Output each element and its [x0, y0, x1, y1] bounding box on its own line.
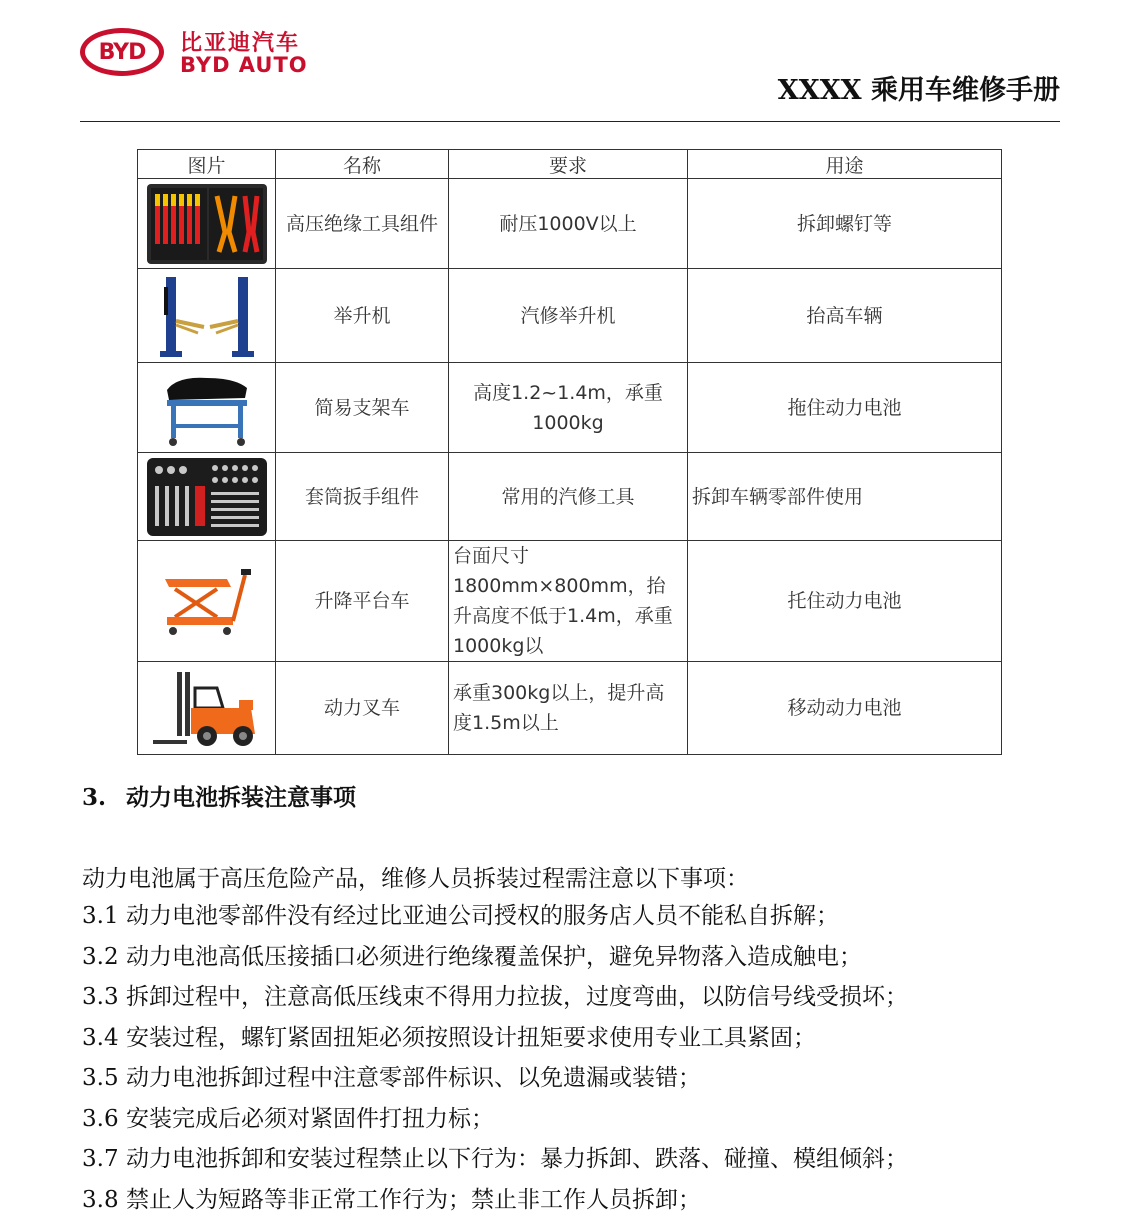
- item-number: 3.5: [82, 1065, 119, 1091]
- tool-requirement: 台面尺寸1800mm×800mm，抬升高度不低于1.4m，承重1000kg以: [449, 541, 688, 662]
- tool-requirement: 耐压1000V以上: [449, 179, 688, 269]
- image-cell: [138, 453, 276, 541]
- tool-usage: 拆卸螺钉等: [688, 179, 1002, 269]
- header-image: 图片: [138, 150, 276, 179]
- forklift-icon: [147, 666, 267, 750]
- tool-requirement: 常用的汽修工具: [449, 453, 688, 541]
- item-number: 3.1: [82, 903, 119, 929]
- byd-logo: [80, 26, 320, 82]
- document-title: XXXX 乘用车维修手册: [777, 75, 1060, 106]
- tool-usage: 拆卸车辆零部件使用: [688, 453, 1002, 541]
- car-lift-icon: [152, 273, 262, 359]
- item-number: 3.6: [82, 1105, 119, 1132]
- tool-name: 简易支架车: [276, 363, 449, 453]
- list-item: [82, 981, 908, 1022]
- list-item: [82, 941, 908, 982]
- item-text: 动力电池零部件没有经过比亚迪公司授权的服务店人员不能私自拆解；: [126, 903, 839, 929]
- header-name: 名称: [276, 150, 449, 179]
- table-row: [138, 179, 1002, 269]
- item-number: 3.8: [82, 1186, 119, 1213]
- tool-requirement: 承重300kg以上，提升高度1.5m以上: [449, 662, 688, 755]
- lift-platform-cart-icon: [157, 561, 257, 641]
- image-cell: [138, 363, 276, 453]
- item-text: 动力电池高低压接插口必须进行绝缘覆盖保护，避免异物落入造成触电；: [126, 943, 862, 970]
- section-number: 3.: [82, 784, 107, 811]
- item-text: 拆卸过程中，注意高低压线束不得用力拉拔，过度弯曲，以防信号线受损坏；: [126, 984, 908, 1010]
- item-number: 3.3: [82, 984, 119, 1010]
- item-text: 动力电池拆卸和安装过程禁止以下行为：暴力拆卸、跌落、碰撞、模组倾斜；: [126, 1146, 908, 1172]
- tool-name: 高压绝缘工具组件: [276, 179, 449, 269]
- section-title-text: 动力电池拆装注意事项: [126, 784, 356, 811]
- table-row: [138, 363, 1002, 453]
- section-heading: [82, 779, 356, 812]
- list-item: [82, 1184, 908, 1224]
- tool-name: 套筒扳手组件: [276, 453, 449, 541]
- tool-usage: 移动动力电池: [688, 662, 1002, 755]
- support-cart-icon: [157, 368, 257, 448]
- item-text: 动力电池拆卸过程中注意零部件标识、以免遗漏或装错；: [126, 1065, 701, 1091]
- list-item: [82, 1022, 908, 1063]
- insulated-tool-kit-icon: [145, 182, 269, 266]
- table-row: [138, 453, 1002, 541]
- tool-name: 举升机: [276, 269, 449, 363]
- image-cell: [138, 662, 276, 755]
- item-number: 3.7: [82, 1146, 119, 1172]
- header-requirement: 要求: [449, 150, 688, 179]
- tool-usage: 抬高车辆: [688, 269, 1002, 363]
- item-text: 禁止人为短路等非正常工作行为；禁止非工作人员拆卸；: [126, 1186, 701, 1213]
- image-cell: [138, 179, 276, 269]
- tools-table: [137, 149, 1002, 755]
- byd-logo-mark: BYD: [80, 28, 164, 76]
- image-cell: [138, 541, 276, 662]
- socket-wrench-set-icon: [145, 456, 269, 538]
- table-row: [138, 662, 1002, 755]
- section-intro: 动力电池属于高压危险产品，维修人员拆装过程需注意以下事项：: [82, 866, 749, 892]
- item-text: 安装完成后必须对紧固件打扭力标；: [126, 1105, 494, 1132]
- list-item: [82, 1062, 908, 1103]
- tool-usage: 托住动力电池: [688, 541, 1002, 662]
- list-item: [82, 900, 908, 941]
- header-divider: [80, 121, 1060, 122]
- table-header-row: [138, 150, 1002, 179]
- table-row: [138, 541, 1002, 662]
- tool-requirement: 汽修举升机: [449, 269, 688, 363]
- item-number: 3.2: [82, 943, 119, 970]
- table-row: [138, 269, 1002, 363]
- precautions-list: [82, 900, 908, 1224]
- image-cell: [138, 269, 276, 363]
- item-number: 3.4: [82, 1024, 119, 1051]
- list-item: [82, 1103, 908, 1144]
- tool-name: 升降平台车: [276, 541, 449, 662]
- tool-usage: 拖住动力电池: [688, 363, 1002, 453]
- header-usage: 用途: [688, 150, 1002, 179]
- logo-chinese-text: 比亚迪汽车: [180, 31, 301, 56]
- list-item: [82, 1143, 908, 1184]
- tool-name: 动力叉车: [276, 662, 449, 755]
- logo-english-text: BYD AUTO: [180, 53, 308, 77]
- item-text: 安装过程，螺钉紧固扭矩必须按照设计扭矩要求使用专业工具紧固；: [126, 1024, 816, 1051]
- tool-requirement: 高度1.2~1.4m，承重1000kg: [449, 363, 688, 453]
